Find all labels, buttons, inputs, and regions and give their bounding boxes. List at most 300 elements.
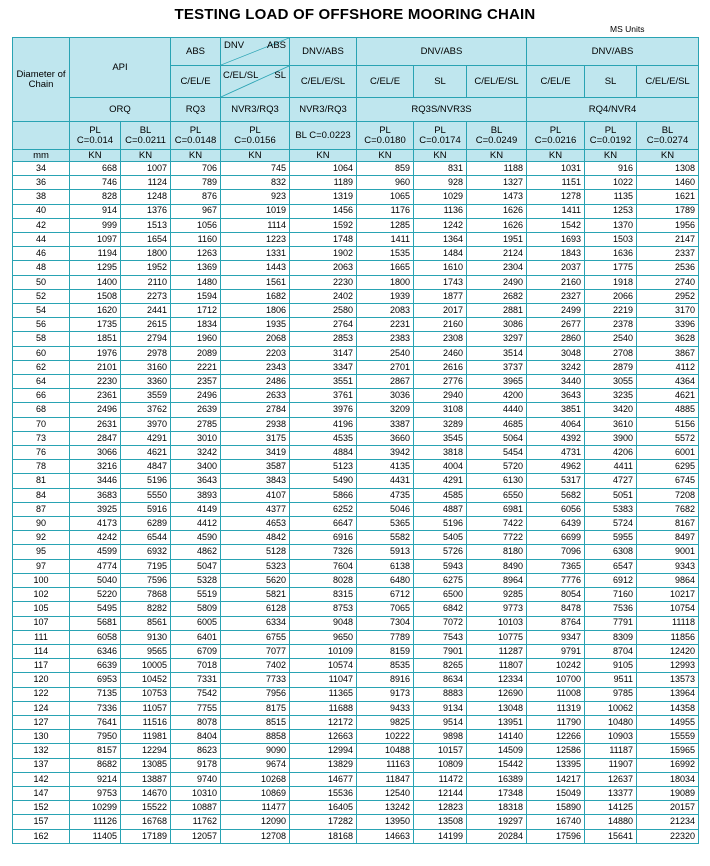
diameter-cell: 38: [13, 190, 70, 204]
diameter-cell: 58: [13, 332, 70, 346]
load-cell: 12637: [585, 772, 637, 786]
load-cell: 7791: [585, 616, 637, 630]
table-row: [13, 758, 699, 772]
load-cell: 1513: [121, 218, 171, 232]
load-cell: 2203: [221, 346, 290, 360]
load-cell: 5572: [637, 431, 699, 445]
class-rq3s: RQ3S/NVR3S: [357, 98, 527, 122]
coef-type: PL: [249, 124, 261, 136]
load-cell: 10480: [585, 715, 637, 729]
load-cell: 11163: [357, 758, 414, 772]
load-cell: 8309: [585, 630, 637, 644]
load-cell: 6544: [121, 531, 171, 545]
load-cell: 7755: [171, 701, 221, 715]
dnv-abs-header-1: DNV/ABS: [290, 38, 357, 66]
load-cell: 3683: [70, 488, 121, 502]
load-cell: 4149: [171, 502, 221, 516]
load-cell: 9214: [70, 772, 121, 786]
load-cell: 2402: [290, 289, 357, 303]
load-cell: 16740: [527, 815, 585, 829]
load-cell: 1693: [527, 233, 585, 247]
load-cell: 5328: [171, 573, 221, 587]
load-cell: 6275: [414, 573, 467, 587]
load-cell: 11047: [290, 673, 357, 687]
diameter-cell: 124: [13, 701, 70, 715]
table-row: [13, 517, 699, 531]
load-cell: 12823: [414, 801, 467, 815]
load-cell: 7096: [527, 545, 585, 559]
load-cell: 10310: [171, 786, 221, 800]
load-cell: 5550: [121, 488, 171, 502]
load-cell: 9864: [637, 573, 699, 587]
load-cell: 2631: [70, 417, 121, 431]
grade-4: C/EL/E: [357, 66, 414, 98]
load-cell: 7135: [70, 687, 121, 701]
load-cell: 4884: [290, 446, 357, 460]
load-cell: 1189: [290, 176, 357, 190]
grade-6: C/EL/E/SL: [467, 66, 527, 98]
load-cell: 14663: [357, 829, 414, 843]
load-cell: 4004: [414, 460, 467, 474]
load-cell: 1031: [527, 162, 585, 176]
load-cell: 8535: [357, 659, 414, 673]
load-cell: 19297: [467, 815, 527, 829]
load-cell: 3400: [171, 460, 221, 474]
coef-1: [70, 122, 121, 150]
load-cell: 1248: [121, 190, 171, 204]
load-cell: 831: [414, 162, 467, 176]
load-cell: 2343: [221, 360, 290, 374]
diameter-cell: 78: [13, 460, 70, 474]
load-cell: 7596: [121, 573, 171, 587]
load-cell: 4887: [414, 502, 467, 516]
diameter-cell: 122: [13, 687, 70, 701]
load-cell: 1400: [70, 275, 121, 289]
table-row: [13, 701, 699, 715]
load-cell: 12090: [221, 815, 290, 829]
load-cell: 9753: [70, 786, 121, 800]
load-cell: 4431: [357, 474, 414, 488]
load-cell: 6334: [221, 616, 290, 630]
load-cell: 1620: [70, 304, 121, 318]
load-cell: 1376: [121, 204, 171, 218]
load-cell: 3055: [585, 375, 637, 389]
diameter-cell: 130: [13, 730, 70, 744]
table-row: [13, 644, 699, 658]
table-row: [13, 275, 699, 289]
load-cell: 10574: [290, 659, 357, 673]
grade-5: SL: [414, 66, 467, 98]
load-cell: 1935: [221, 318, 290, 332]
coef-value: C=0.0156: [234, 134, 276, 146]
load-cell: 10217: [637, 588, 699, 602]
coef-type: PL: [189, 124, 202, 136]
abs-label: ABS: [266, 40, 286, 51]
load-cell: 5495: [70, 602, 121, 616]
coef-3: [171, 122, 221, 150]
load-cell: 11057: [121, 701, 171, 715]
load-cell: 14670: [121, 786, 171, 800]
class-orq: ORQ: [70, 98, 171, 122]
load-cell: 2327: [527, 289, 585, 303]
table-row: [13, 573, 699, 587]
load-cell: 6916: [290, 531, 357, 545]
load-cell: 1327: [467, 176, 527, 190]
load-cell: 11907: [585, 758, 637, 772]
load-cell: 11287: [467, 644, 527, 658]
load-cell: 1594: [171, 289, 221, 303]
load-cell: 8964: [467, 573, 527, 587]
load-cell: 3893: [171, 488, 221, 502]
load-cell: 19089: [637, 786, 699, 800]
load-cell: 2219: [585, 304, 637, 318]
unit-kn: KN: [467, 150, 527, 162]
load-cell: 12420: [637, 644, 699, 658]
load-cell: 4411: [585, 460, 637, 474]
diameter-cell: 87: [13, 502, 70, 516]
load-cell: 6128: [221, 602, 290, 616]
table-row: [13, 431, 699, 445]
load-cell: 13573: [637, 673, 699, 687]
load-cell: 3360: [121, 375, 171, 389]
class-nvr3-b: NVR3/RQ3: [290, 98, 357, 122]
load-cell: 7208: [637, 488, 699, 502]
load-cell: 8028: [290, 573, 357, 587]
table-row: [13, 545, 699, 559]
load-cell: 6058: [70, 630, 121, 644]
load-cell: 22320: [637, 829, 699, 843]
load-cell: 9433: [357, 701, 414, 715]
load-cell: 1223: [221, 233, 290, 247]
unit-kn: KN: [637, 150, 699, 162]
load-cell: 6346: [70, 644, 121, 658]
diameter-cell: 92: [13, 531, 70, 545]
load-cell: 1331: [221, 247, 290, 261]
load-cell: 11008: [527, 687, 585, 701]
load-cell: 13951: [467, 715, 527, 729]
table-row: [13, 588, 699, 602]
table-row: [13, 815, 699, 829]
dnv-abs-split-header: [221, 38, 290, 66]
load-cell: 999: [70, 218, 121, 232]
table-row: [13, 730, 699, 744]
load-cell: 11688: [290, 701, 357, 715]
load-cell: 17189: [121, 829, 171, 843]
load-cell: 17596: [527, 829, 585, 843]
load-cell: 6308: [585, 545, 637, 559]
load-cell: 3347: [290, 360, 357, 374]
load-cell: 10157: [414, 744, 467, 758]
grade-9: C/EL/E/SL: [637, 66, 699, 98]
load-cell: 15890: [527, 801, 585, 815]
load-cell: 6001: [637, 446, 699, 460]
load-cell: 789: [171, 176, 221, 190]
load-cell: 12172: [290, 715, 357, 729]
load-cell: 4364: [637, 375, 699, 389]
load-cell: 9178: [171, 758, 221, 772]
table-row: [13, 531, 699, 545]
load-cell: 5123: [290, 460, 357, 474]
load-cell: 4962: [527, 460, 585, 474]
coef-value: C=0.0180: [364, 134, 406, 146]
load-cell: 4731: [527, 446, 585, 460]
load-cell: 10299: [70, 801, 121, 815]
load-cell: 11790: [527, 715, 585, 729]
load-cell: 3660: [357, 431, 414, 445]
load-cell: 12586: [527, 744, 585, 758]
load-cell: 6699: [527, 531, 585, 545]
table-row: [13, 801, 699, 815]
load-cell: 859: [357, 162, 414, 176]
load-cell: 706: [171, 162, 221, 176]
load-cell: 9565: [121, 644, 171, 658]
load-cell: 2615: [121, 318, 171, 332]
load-cell: 11856: [637, 630, 699, 644]
load-cell: 4392: [527, 431, 585, 445]
api-header: API: [70, 38, 171, 98]
load-cell: 1160: [171, 233, 221, 247]
load-cell: 11365: [290, 687, 357, 701]
coef-9: [527, 122, 585, 150]
diameter-cell: 42: [13, 218, 70, 232]
load-cell: 4599: [70, 545, 121, 559]
load-cell: 1135: [585, 190, 637, 204]
load-cell: 4535: [290, 431, 357, 445]
diameter-cell: 68: [13, 403, 70, 417]
load-cell: 10103: [467, 616, 527, 630]
load-cell: 14880: [585, 815, 637, 829]
load-cell: 3551: [290, 375, 357, 389]
load-cell: 2708: [585, 346, 637, 360]
load-cell: 4621: [121, 446, 171, 460]
load-cell: 2308: [414, 332, 467, 346]
load-cell: 1007: [121, 162, 171, 176]
load-cell: 13964: [637, 687, 699, 701]
load-cell: 8157: [70, 744, 121, 758]
coef-type: PL: [89, 124, 101, 136]
load-cell: 746: [70, 176, 121, 190]
load-cell: 16405: [290, 801, 357, 815]
load-cell: 5128: [221, 545, 290, 559]
load-cell: 3514: [467, 346, 527, 360]
load-cell: 2063: [290, 261, 357, 275]
load-cell: 4206: [585, 446, 637, 460]
load-cell: 1473: [467, 190, 527, 204]
load-cell: 7542: [171, 687, 221, 701]
load-cell: 1626: [467, 204, 527, 218]
load-cell: 3387: [357, 417, 414, 431]
load-cell: 6709: [171, 644, 221, 658]
load-cell: 6981: [467, 502, 527, 516]
load-cell: 1654: [121, 233, 171, 247]
load-cell: 8478: [527, 602, 585, 616]
load-cell: 6547: [585, 559, 637, 573]
diameter-cell: 97: [13, 559, 70, 573]
table-row: [13, 460, 699, 474]
table-row: [13, 630, 699, 644]
load-cell: 2580: [290, 304, 357, 318]
load-cell: 3048: [527, 346, 585, 360]
load-cell: 11981: [121, 730, 171, 744]
unit-kn: KN: [290, 150, 357, 162]
diameter-cell: 46: [13, 247, 70, 261]
load-cell: 4621: [637, 389, 699, 403]
load-cell: 8858: [221, 730, 290, 744]
load-cell: 1735: [70, 318, 121, 332]
load-cell: 2490: [467, 275, 527, 289]
load-cell: 1834: [171, 318, 221, 332]
coef-type: BL: [661, 124, 674, 136]
load-cell: 6480: [357, 573, 414, 587]
load-cell: 1176: [357, 204, 414, 218]
load-cell: 3209: [357, 403, 414, 417]
load-cell: 1411: [357, 233, 414, 247]
table-body: [13, 162, 699, 844]
load-cell: 15442: [467, 758, 527, 772]
diameter-cell: 64: [13, 375, 70, 389]
load-cell: 2776: [414, 375, 467, 389]
load-cell: 6401: [171, 630, 221, 644]
load-cell: 9791: [527, 644, 585, 658]
load-cell: 2853: [290, 332, 357, 346]
load-cell: 15536: [290, 786, 357, 800]
abs-header: ABS: [171, 38, 221, 66]
table-row: [13, 332, 699, 346]
diameter-cell: 132: [13, 744, 70, 758]
load-cell: 8883: [414, 687, 467, 701]
diameter-cell: 66: [13, 389, 70, 403]
load-cell: 2952: [637, 289, 699, 303]
table-row: [13, 247, 699, 261]
load-cell: 5726: [414, 545, 467, 559]
load-cell: 1308: [637, 162, 699, 176]
load-cell: 4135: [357, 460, 414, 474]
load-cell: 914: [70, 204, 121, 218]
load-cell: 8282: [121, 602, 171, 616]
load-cell: 4291: [121, 431, 171, 445]
load-cell: 4200: [467, 389, 527, 403]
diameter-cell: 152: [13, 801, 70, 815]
load-cell: 1456: [290, 204, 357, 218]
load-cell: 5682: [527, 488, 585, 502]
load-cell: 2101: [70, 360, 121, 374]
load-cell: 10753: [121, 687, 171, 701]
load-cell: 2383: [357, 332, 414, 346]
class-nvr3: NVR3/RQ3: [221, 98, 290, 122]
load-cell: 10062: [585, 701, 637, 715]
load-cell: 5913: [357, 545, 414, 559]
load-cell: 18034: [637, 772, 699, 786]
load-cell: 3419: [221, 446, 290, 460]
load-cell: 4862: [171, 545, 221, 559]
load-cell: 9674: [221, 758, 290, 772]
load-cell: 7077: [221, 644, 290, 658]
load-cell: 3628: [637, 332, 699, 346]
unit-kn: KN: [357, 150, 414, 162]
diameter-cell: 157: [13, 815, 70, 829]
diameter-cell: 102: [13, 588, 70, 602]
diameter-cell: 114: [13, 644, 70, 658]
grade-dnv: C/EL/E/SL: [290, 66, 357, 98]
load-cell: 11847: [357, 772, 414, 786]
load-cell: 1843: [527, 247, 585, 261]
load-cell: 20157: [637, 801, 699, 815]
load-cell: 916: [585, 162, 637, 176]
load-cell: 5046: [357, 502, 414, 516]
coef-8: [467, 122, 527, 150]
load-cell: 7195: [121, 559, 171, 573]
load-cell: 4412: [171, 517, 221, 531]
grade-sl: SL: [274, 70, 286, 81]
table-row: [13, 786, 699, 800]
load-cell: 14199: [414, 829, 467, 843]
load-cell: 4173: [70, 517, 121, 531]
load-cell: 5156: [637, 417, 699, 431]
load-cell: 2230: [290, 275, 357, 289]
load-cell: 5866: [290, 488, 357, 502]
load-cell: 18318: [467, 801, 527, 815]
diameter-cell: 127: [13, 715, 70, 729]
load-cell: 2083: [357, 304, 414, 318]
grade-abs: C/EL/E: [171, 66, 221, 98]
dnv-label: DNV: [224, 40, 245, 51]
load-cell: 5720: [467, 460, 527, 474]
load-cell: 1535: [357, 247, 414, 261]
load-cell: 3900: [585, 431, 637, 445]
coef-type: PL: [434, 124, 446, 136]
load-cell: 12708: [221, 829, 290, 843]
load-cell: 1319: [290, 190, 357, 204]
load-cell: 5196: [414, 517, 467, 531]
load-cell: 15049: [527, 786, 585, 800]
diameter-cell: 60: [13, 346, 70, 360]
load-cell: 3036: [357, 389, 414, 403]
load-cell: 2682: [467, 289, 527, 303]
load-cell: 2536: [637, 261, 699, 275]
load-cell: 3843: [221, 474, 290, 488]
diameter-cell: 90: [13, 517, 70, 531]
load-cell: 6500: [414, 588, 467, 602]
load-cell: 10268: [221, 772, 290, 786]
load-cell: 10903: [585, 730, 637, 744]
unit-kn: KN: [527, 150, 585, 162]
unit-kn: KN: [221, 150, 290, 162]
load-cell: 1443: [221, 261, 290, 275]
load-cell: 13242: [357, 801, 414, 815]
load-cell: 3086: [467, 318, 527, 332]
load-cell: 3289: [414, 417, 467, 431]
load-cell: 1242: [414, 218, 467, 232]
load-cell: 7065: [357, 602, 414, 616]
load-cell: 9130: [121, 630, 171, 644]
load-cell: 1253: [585, 204, 637, 218]
load-cell: 1712: [171, 304, 221, 318]
load-cell: 4112: [637, 360, 699, 374]
load-cell: 5490: [290, 474, 357, 488]
load-cell: 7336: [70, 701, 121, 715]
load-cell: 1151: [527, 176, 585, 190]
load-cell: 13085: [121, 758, 171, 772]
dnv-abs-header-3: DNV/ABS: [527, 38, 699, 66]
load-cell: 2017: [414, 304, 467, 318]
load-cell: 9514: [414, 715, 467, 729]
load-cell: 10700: [527, 673, 585, 687]
load-cell: 3170: [637, 304, 699, 318]
coef-type: BL: [490, 124, 503, 136]
load-cell: 9343: [637, 559, 699, 573]
load-cell: 1956: [637, 218, 699, 232]
load-cell: 1056: [171, 218, 221, 232]
